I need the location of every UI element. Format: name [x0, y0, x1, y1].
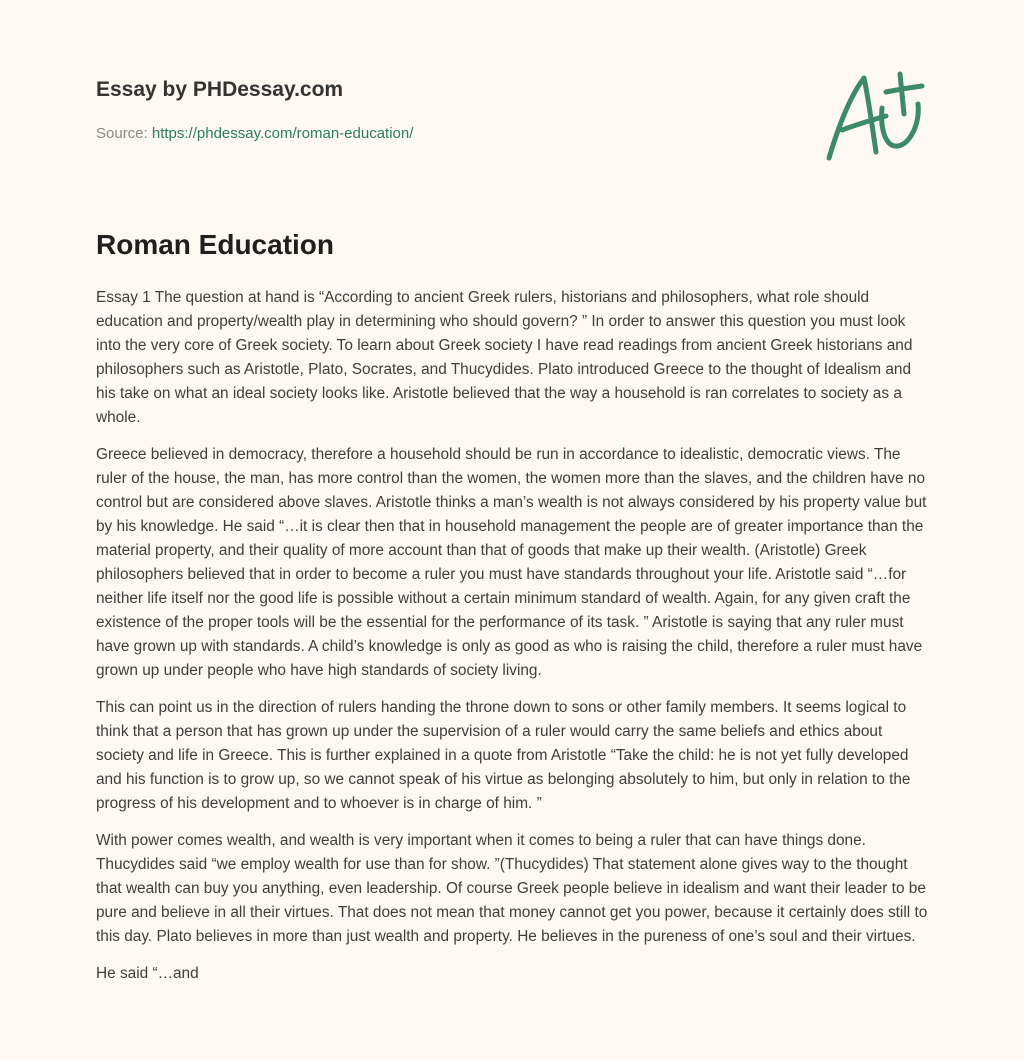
essay-title: Roman Education	[96, 229, 335, 260]
a-plus-grade-icon	[820, 66, 930, 166]
essay-paragraph: Essay 1 The question at hand is “According to ancient Greek rulers, historians and philosophers, what role should education and property/wealth play in determining who should govern? ” In order to answer this question you must look into the very core of Greek society. To learn about Greek society I have read readings from ancient Greek historians and philosophers such as Aristotle, Plato, Socrates, and Thucydides. Plato introduced Greece to the thought of Idealism and his take on what an ideal society looks like. Aristotle believed that the way a household is ran correlates to society as a whole.	[96, 289, 913, 426]
essay-paragraph: With power comes wealth, and wealth is very important when it comes to being a ruler that can have things done. Thucydides said “we employ wealth for use than for show. ”(Thucydides) That statement alone gives way to the thought that wealth can buy you anything, even leadership. Of course Greek people believe in idealism and want their leader to be pure and believe in all their virtues. That does not mean that money cannot get you power, because it certainly does still to this day. Plato believes in more than just wealth and property. He believes in the pureness of one’s soul and their virtues.	[96, 832, 928, 945]
essay-paragraph: Greece believed in democracy, therefore a household should be run in accordance to idealistic, democratic views. The ruler of the house, the man, has more control than the women, the women more than the slaves, and the children have no control but are considered above slaves. Aristotle thinks a man’s wealth is not always considered by his property value but by his knowledge. He said “…it is clear then that in household management the people are of greater importance than the material property, and their quality of more account than that of goods that make up their wealth. (Aristotle) Greek philosophers believed that in order to become a ruler you must have standards throughout your life. Aristotle said “…for neither life itself nor the good life is possible without a certain minimum standard of wealth. Again, for any given craft the existence of the proper tools will be the essential for the performance of its task. ” Aristotle is saying that any ruler must have grown up with standards. A child’s knowledge is only as good as who is raising the child, therefore a ruler must have grown up under people who have high standards of society living.	[96, 446, 927, 679]
essay-article	[96, 226, 932, 999]
essay-paragraph: He said “…and	[96, 965, 199, 982]
site-title: Essay by PHDessay.com	[96, 78, 344, 101]
source-line	[96, 124, 796, 144]
essay-paragraph: This can point us in the direction of rulers handing the throne down to sons or other family members. It seems logical to think that a person that has grown up under the supervision of a ruler would carry the same beliefs and ethics about society and life in Greece. This is further explained in a quote from Aristotle “Take the child: he is not yet fully developed and his function is to grow up, so we cannot speak of his virtue as belonging absolutely to him, but only in relation to the progress of his development and to whoever is in charge of him. ”	[96, 699, 911, 812]
source-link[interactable]: https://phdessay.com/roman-education/	[151, 125, 414, 142]
site-header	[96, 76, 796, 144]
source-label: Source:	[96, 125, 148, 142]
